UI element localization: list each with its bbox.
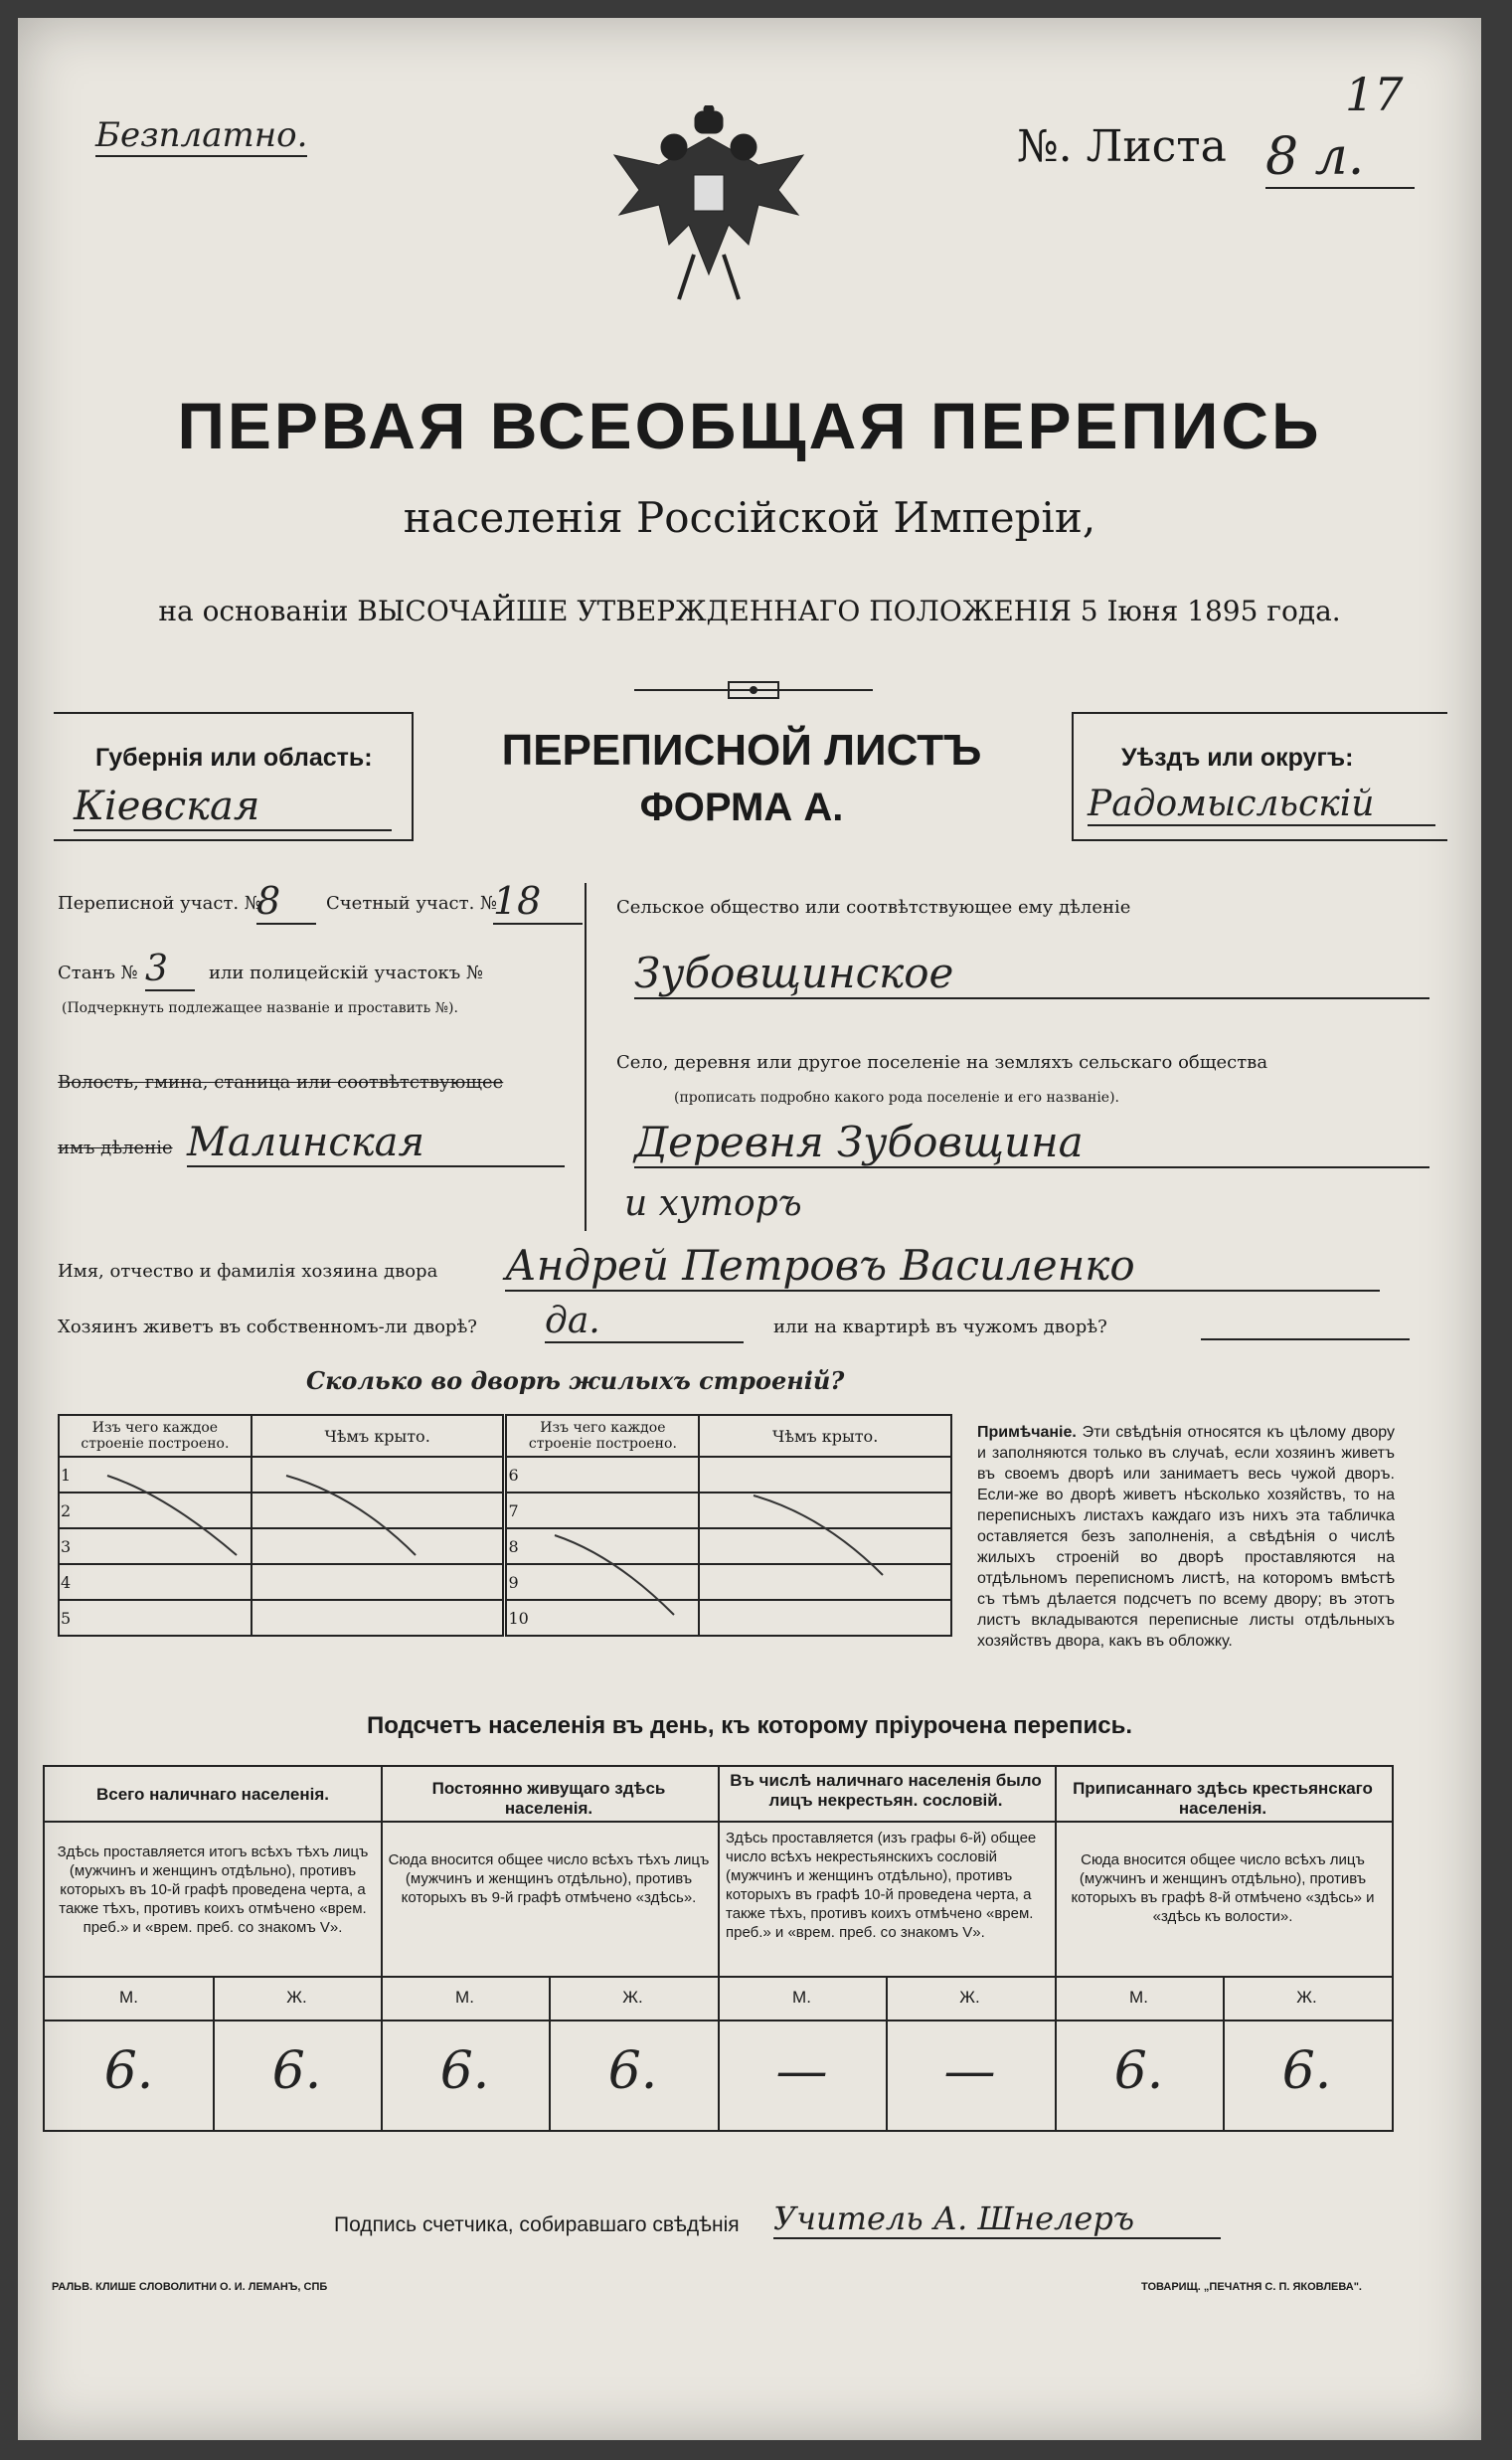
rent-label: или на квартирѣ въ чужомъ дворѣ?	[773, 1317, 1107, 1337]
pop-col-title: Приписаннаго здѣсь крестьянскаго населенія.	[1073, 1779, 1373, 1818]
volost-value: Малинская	[187, 1120, 565, 1167]
m-label: М.	[455, 1988, 474, 2007]
pop-col-desc: Здѣсь проставляется (изъ графы 6-й) общее число всѣхъ некрестьянскихъ сословій (мужчинъ и женщинъ отдѣльно), противъ которыхъ въ графѣ 10-й проведена черта, а также тѣхъ, противъ коихъ отмѣчено «врем. преб.» и «врем. преб. со знакомъ V».	[726, 1830, 1037, 1941]
owner-value: Андрей Петровъ Василенко	[505, 1241, 1380, 1292]
census-sheet	[18, 18, 1481, 2440]
own-yard-value: да.	[545, 1301, 744, 1343]
police-label: или полицейскій участокъ №	[209, 963, 484, 983]
f-label: Ж.	[622, 1988, 643, 2007]
stan-value: 3	[145, 949, 195, 991]
count-district-value: 18	[493, 879, 583, 925]
uezd-box	[1072, 712, 1447, 841]
form-type: ФОРМА А.	[639, 786, 844, 829]
row-6: 6	[505, 1457, 699, 1493]
row-2: 2	[59, 1493, 252, 1528]
form-header-band	[54, 712, 1445, 841]
settlement-note: (прописать подробно какого рода поселеніе и его названіе).	[674, 1090, 1119, 1106]
registered-m-value: 6.	[1113, 2041, 1164, 2101]
nonpeasant-m-value: —	[775, 2041, 828, 2101]
settlement-value-1: Деревня Зубовщина	[634, 1118, 1429, 1168]
volost-label-1: Волость, гмина, станица или соотвѣтствующее	[58, 1072, 504, 1093]
gubernia-value: Кіевская	[74, 784, 392, 831]
nonpeasant-f-value: —	[943, 2041, 996, 2101]
stan-label: Станъ №	[58, 963, 138, 983]
form-title: ПЕРЕПИСНОЙ ЛИСТЪ	[501, 726, 982, 775]
row-9: 9	[505, 1564, 699, 1600]
note-text: Эти свѣдѣнія относятся къ цѣлому двору и заполняются только въ случаѣ, если хозяинъ живетъ въ своемъ дворѣ или занимаетъ весь чужой дворъ. Если-же во дворѣ живетъ нѣсколько хозяйствъ, то на переписныхъ листахъ каждаго изъ нихъ эта табличка оставляется безъ заполненія, а свѣдѣнія о числѣ жилыхъ строеній во дворѣ проставляются на отдѣльномъ переписномъ листѣ, на которомъ вмѣстѣ съ тѣмъ дѣлается подсчетъ по всему двору; въ этотъ листъ вкладываются переписные листы отдѣльныхъ хозяйствъ двора, какъ въ обложку.	[977, 1424, 1395, 1650]
buildings-question: Сколько во дворѣ жилыхъ строеній?	[306, 1366, 845, 1395]
subtitle: населенія Россійской Имперіи,	[403, 493, 1096, 542]
pop-col-title: Всего наличнаго населенія.	[96, 1785, 329, 1804]
signature-value: Учитель А. Шнелеръ	[773, 2199, 1221, 2239]
note-heading: Примѣчаніе.	[977, 1424, 1077, 1441]
population-heading: Подсчетъ населенія въ день, къ которому пріурочена перепись.	[367, 1712, 1132, 1739]
col-roof-left: Чѣмъ крыто.	[252, 1415, 505, 1457]
population-table	[43, 1765, 1394, 2132]
row-1: 1	[59, 1457, 252, 1493]
census-district-label: Переписной участ. №	[58, 893, 261, 914]
col-built-right: Изъ чего каждое строеніе построено.	[505, 1415, 699, 1457]
m-label: М.	[1129, 1988, 1148, 2007]
row-8: 8	[505, 1528, 699, 1564]
sheet-number-label: №. Листа	[1017, 121, 1227, 172]
permanent-f-value: 6.	[607, 2041, 658, 2101]
pop-col-desc: Здѣсь проставляется итогъ всѣхъ тѣхъ лицъ (мужчинъ и женщинъ отдѣльно), противъ которыхъ въ 10-й графѣ проведена черта, а также тѣхъ, противъ коихъ отмѣчено «врем. преб.» и «врем. преб. со знакомъ V».	[57, 1844, 369, 1936]
signature-label: Подпись счетчика, собиравшаго свѣдѣнія	[334, 2213, 740, 2236]
stan-note: (Подчеркнуть подлежащее названіе и проставить №).	[62, 1000, 458, 1016]
uezd-label: Уѣздъ или округъ:	[1121, 744, 1354, 772]
total-f-value: 6.	[271, 2041, 322, 2101]
row-10: 10	[505, 1600, 699, 1636]
f-label: Ж.	[1296, 1988, 1317, 2007]
own-yard-label: Хозяинъ живетъ въ собственномъ-ли дворѣ?	[58, 1317, 477, 1337]
ornament-icon	[634, 678, 873, 702]
row-3: 3	[59, 1528, 252, 1564]
col-roof-right: Чѣмъ крыто.	[699, 1415, 951, 1457]
page-title: ПЕРВАЯ ВСЕОБЩАЯ ПЕРЕПИСЬ	[177, 389, 1322, 462]
rent-value-line	[1201, 1338, 1410, 1340]
census-district-value: 8	[256, 879, 316, 925]
settlement-value-2: и хуторъ	[624, 1183, 802, 1224]
field-divider	[585, 883, 587, 1231]
village-society-label: Сельское общество или соотвѣтствующее ему дѣленіе	[616, 897, 1131, 918]
permanent-m-value: 6.	[439, 2041, 490, 2101]
m-label: М.	[119, 1988, 138, 2007]
f-label: Ж.	[286, 1988, 307, 2007]
pop-col-desc: Сюда вносится общее число всѣхъ тѣхъ лицъ (мужчинъ и женщинъ отдѣльно), противъ которыхъ въ 9-й графѣ отмѣчено «здѣсь».	[388, 1851, 710, 1906]
col-built-left: Изъ чего каждое строеніе построено.	[59, 1415, 252, 1457]
f-label: Ж.	[959, 1988, 980, 2007]
gubernia-box	[54, 712, 414, 841]
pop-col-desc: Сюда вносится общее число всѣхъ лицъ (мужчинъ и женщинъ отдѣльно), противъ которыхъ въ графѣ 8-й отмѣчено «здѣсь» и «здѣсь къ волости».	[1071, 1851, 1375, 1925]
pop-col-title: Постоянно живущаго здѣсь населенія.	[431, 1779, 666, 1818]
row-4: 4	[59, 1564, 252, 1600]
count-district-label: Счетный участ. №	[326, 893, 498, 914]
free-label: Безплатно.	[95, 115, 308, 155]
uezd-value: Радомысльскій	[1088, 784, 1435, 826]
gubernia-label: Губернія или область:	[95, 744, 373, 772]
m-label: М.	[792, 1988, 811, 2007]
footer-left: РАЛЬВ. КЛИШЕ СЛОВОЛИТНИ О. И. ЛЕМАНЪ, СПБ	[52, 2281, 328, 2293]
registered-f-value: 6.	[1281, 2041, 1332, 2101]
row-7: 7	[505, 1493, 699, 1528]
settlement-label: Село, деревня или другое поселеніе на земляхъ сельскаго общества	[616, 1052, 1268, 1073]
buildings-strike-marks	[58, 1456, 952, 1645]
row-5: 5	[59, 1600, 252, 1636]
note-block	[977, 1422, 1395, 1652]
legal-basis: на основаніи ВЫСОЧАЙШЕ УТВЕРЖДЕННАГО ПОЛОЖЕНІЯ 5 Іюня 1895 года.	[158, 595, 1341, 627]
corner-mark: 17	[1345, 68, 1404, 121]
volost-label-2: имъ дѣленіе	[58, 1138, 173, 1158]
imperial-eagle-icon	[599, 105, 818, 314]
footer-right: ТОВАРИЩ. „ПЕЧАТНЯ С. П. ЯКОВЛЕВА".	[1141, 2281, 1362, 2293]
total-m-value: 6.	[103, 2041, 154, 2101]
sheet-number-value: 8 л.	[1265, 127, 1415, 189]
pop-col-title: Въ числѣ наличнаго населенія было лицъ некрестьян. сословій.	[730, 1771, 1042, 1810]
village-society-value: Зубовщинское	[634, 949, 1429, 999]
owner-label: Имя, отчество и фамилія хозяина двора	[58, 1261, 438, 1282]
